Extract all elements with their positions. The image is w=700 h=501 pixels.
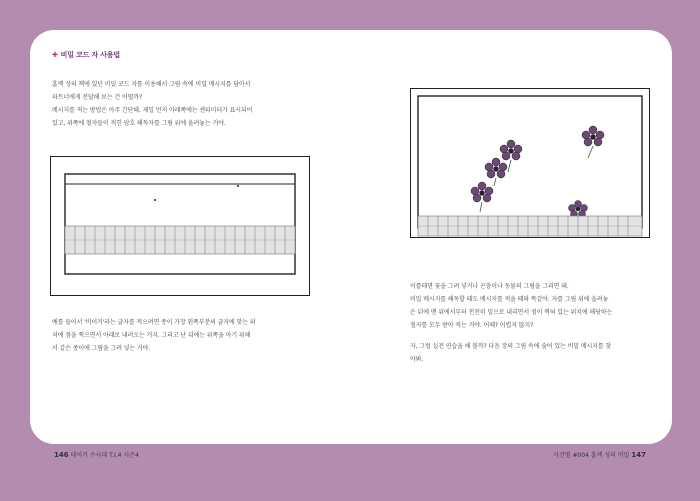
footer-right-text: 사건명 #004 홈랙 성의 비밀 xyxy=(553,452,630,459)
footer-right xyxy=(553,450,646,459)
text-line: 비밀 메시지를 해독할 때도 메시지를 적을 때와 똑같아. 자를 그림 위에 올려놓 xyxy=(410,296,609,303)
footer-left xyxy=(54,450,139,459)
right-paragraph-1 xyxy=(410,280,612,332)
text-line: 철자를 모두 받아 적는 거야. 어때? 어렵지 않지? xyxy=(410,322,534,329)
code-dot xyxy=(237,185,239,187)
section-title-text: 비밀 코드 자 사용법 xyxy=(60,51,120,59)
page-number-left: 146 xyxy=(54,451,69,459)
text-line: 아봐. xyxy=(410,356,424,363)
text-line: 파트너에게 전달해 보는 건 어떨까? xyxy=(52,94,143,101)
ruler-illustration-right xyxy=(410,88,650,238)
text-line: 있고, 위쪽에 철자들이 적힌 암호 해독자를 그림 위에 올려놓는 거야. xyxy=(52,120,226,127)
text-line: 이를테면 꽃을 그려 넣거나 곤충이나 동물의 그림을 그리면 돼. xyxy=(410,283,569,290)
right-paragraph-2 xyxy=(410,340,611,366)
text-line: 자, 그럼 실전 연습을 해 볼까? 다음 장의 그림 속에 숨어 있는 비밀 메시지를 찾 xyxy=(410,343,612,350)
footer-left-text: 데이거 수사대 T.I.4 시즌4 xyxy=(70,452,139,459)
book-spread xyxy=(30,30,672,444)
ruler-illustration-left xyxy=(50,156,310,296)
section-title xyxy=(52,50,120,60)
text-line: 예를 들어서 '비이거'라는 글자를 적으려면 종이 가장 왼쪽부분의 글자에 맞는 위 xyxy=(52,319,256,326)
text-line: 메시지를 적는 방법은 아주 간단해. 제일 먼저 아래쪽에는 센티미터가 표시되어 xyxy=(52,107,253,114)
bullet-icon: ✚ xyxy=(52,51,58,59)
page-number-right: 147 xyxy=(631,451,646,459)
text-line: 홈랙 성의 책에 있던 비밀 코드 자를 이용해서 그림 속에 비밀 메시지를 담아서 xyxy=(52,81,251,88)
code-dot xyxy=(154,199,156,201)
left-paragraph-1 xyxy=(52,78,252,130)
text-line: 서 같은 종이에 그림을 그려 넣는 거야. xyxy=(52,345,151,352)
left-paragraph-2 xyxy=(52,316,255,355)
text-line: 은 뒤에 맨 위에서부터 천천히 밑으로 내리면서 점이 찍혀 있는 위치에 해당하는 xyxy=(410,309,613,316)
text-line: 치에 점을 찍으면서 아래로 내려오는 거지. 그리고 난 뒤에는 위쪽을 아기 위해 xyxy=(52,332,251,339)
